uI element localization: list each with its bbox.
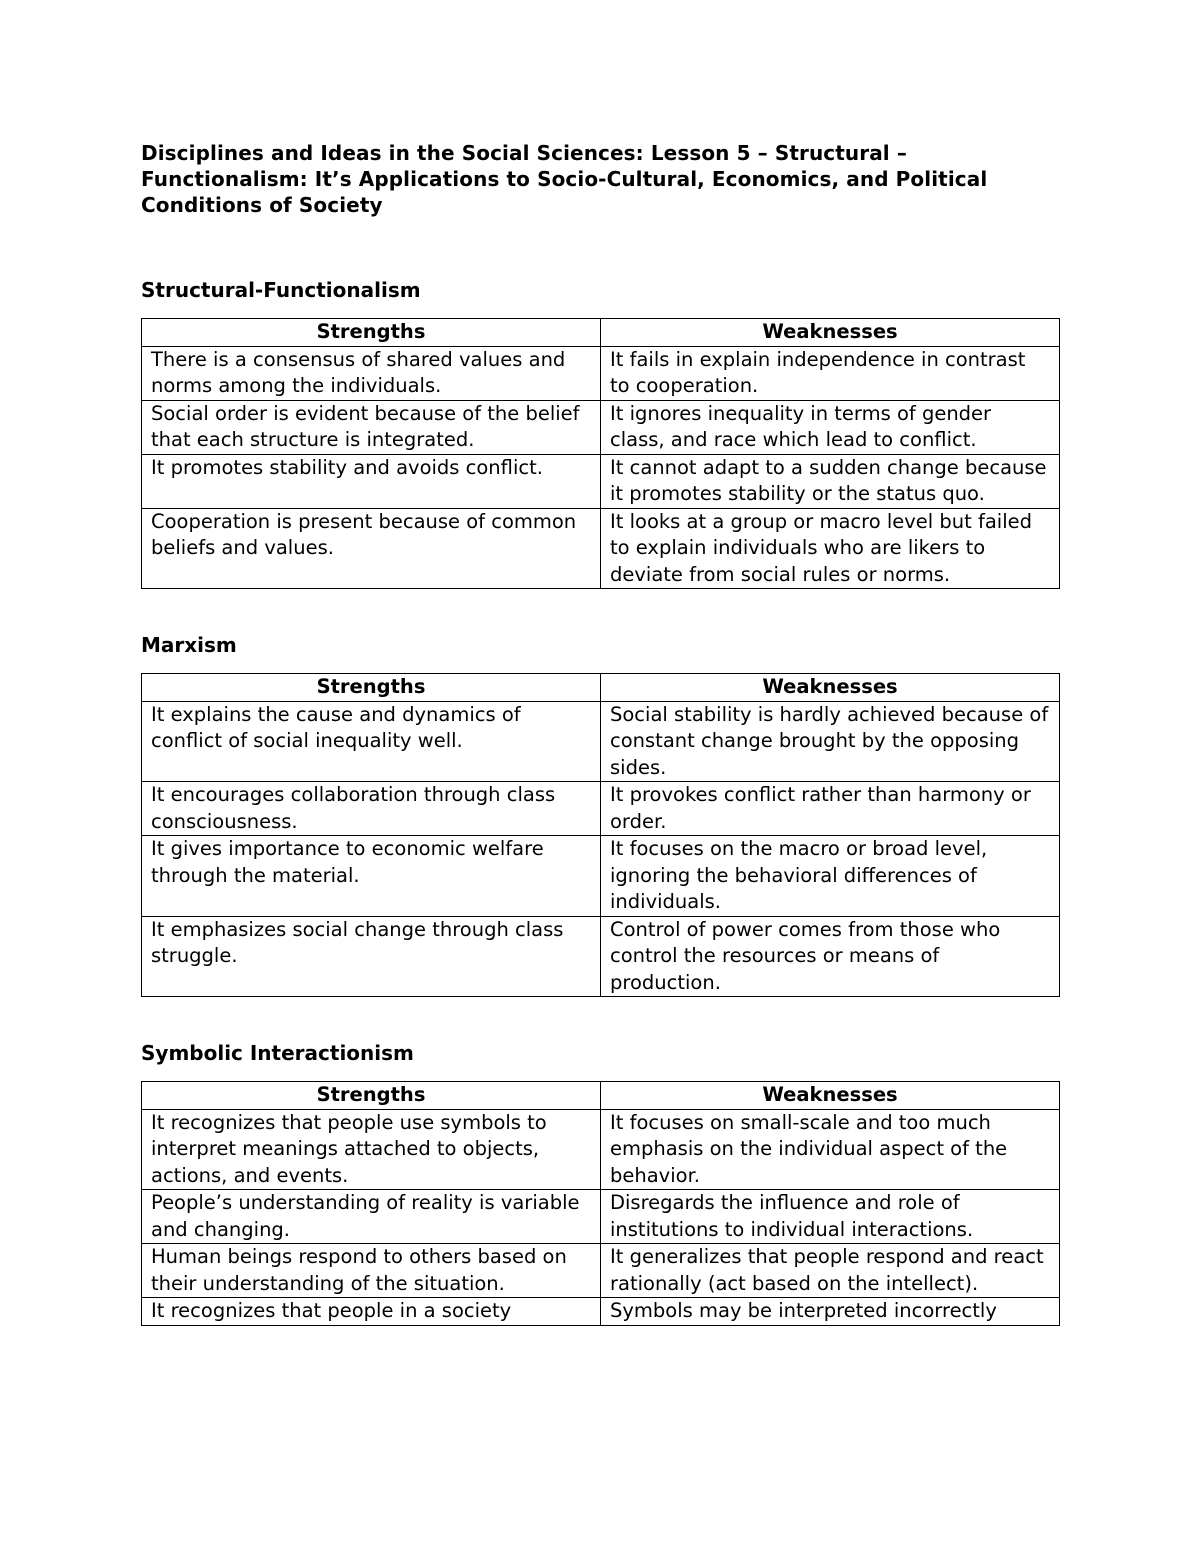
- column-header-strengths: Strengths: [142, 1082, 601, 1110]
- weakness-cell: It cannot adapt to a sudden change because it promotes stability or the status quo.: [601, 454, 1060, 508]
- weakness-cell: It looks at a group or macro level but failed to explain individuals who are likers to deviate from social rules or norms.: [601, 508, 1060, 589]
- table-header-row: [142, 319, 1060, 347]
- document-title: Disciplines and Ideas in the Social Sciences: Lesson 5 – Structural – Functionalism: It’s Applications to Socio-Cultural, Economics, and Political Conditions of Society: [141, 141, 988, 217]
- table-row: [142, 508, 1060, 589]
- weakness-cell: It fails in explain independence in contrast to cooperation.: [601, 346, 1060, 400]
- table-row: [142, 1298, 1060, 1326]
- column-header-strengths: Strengths: [142, 674, 601, 702]
- weakness-cell: It focuses on the macro or broad level, ignoring the behavioral differences of individuals.: [601, 836, 1060, 917]
- table-row: [142, 346, 1060, 400]
- section-heading: Structural-Functionalism: [141, 278, 421, 302]
- table-row: [142, 836, 1060, 917]
- table-row: [142, 1190, 1060, 1244]
- section-symbolic-interactionism: [141, 1040, 1059, 1326]
- table-header-row: [142, 1082, 1060, 1110]
- strength-cell: It explains the cause and dynamics of conflict of social inequality well.: [142, 701, 601, 782]
- strength-cell: It gives importance to economic welfare through the material.: [142, 836, 601, 917]
- weakness-cell: Social stability is hardly achieved because of constant change brought by the opposing sides.: [601, 701, 1060, 782]
- strengths-weaknesses-table: [141, 673, 1060, 997]
- strength-cell: It recognizes that people use symbols to interpret meanings attached to objects, actions, and events.: [142, 1109, 601, 1190]
- weakness-cell: It provokes conflict rather than harmony or order.: [601, 782, 1060, 836]
- weakness-cell: Disregards the influence and role of institutions to individual interactions.: [601, 1190, 1060, 1244]
- document-page: [141, 140, 1059, 1326]
- column-header-strengths: Strengths: [142, 319, 601, 347]
- strength-cell: It promotes stability and avoids conflict.: [142, 454, 601, 508]
- strength-cell: It encourages collaboration through class consciousness.: [142, 782, 601, 836]
- column-header-weaknesses: Weaknesses: [601, 319, 1060, 347]
- table-row: [142, 1244, 1060, 1298]
- section-marxism: [141, 632, 1059, 997]
- section-structural-functionalism: [141, 277, 1059, 589]
- section-heading: Symbolic Interactionism: [141, 1041, 414, 1065]
- strength-cell: Cooperation is present because of common beliefs and values.: [142, 508, 601, 589]
- table-row: [142, 400, 1060, 454]
- strength-cell: Human beings respond to others based on their understanding of the situation.: [142, 1244, 601, 1298]
- strengths-weaknesses-table: [141, 1081, 1060, 1326]
- weakness-cell: Symbols may be interpreted incorrectly: [601, 1298, 1060, 1326]
- table-row: [142, 701, 1060, 782]
- table-header-row: [142, 674, 1060, 702]
- table-row: [142, 916, 1060, 997]
- strength-cell: There is a consensus of shared values and norms among the individuals.: [142, 346, 601, 400]
- column-header-weaknesses: Weaknesses: [601, 1082, 1060, 1110]
- table-row: [142, 1109, 1060, 1190]
- strength-cell: People’s understanding of reality is variable and changing.: [142, 1190, 601, 1244]
- strengths-weaknesses-table: [141, 318, 1060, 589]
- weakness-cell: Control of power comes from those who control the resources or means of production.: [601, 916, 1060, 997]
- weakness-cell: It ignores inequality in terms of gender class, and race which lead to conflict.: [601, 400, 1060, 454]
- strength-cell: It emphasizes social change through class struggle.: [142, 916, 601, 997]
- strength-cell: Social order is evident because of the belief that each structure is integrated.: [142, 400, 601, 454]
- table-row: [142, 782, 1060, 836]
- section-heading: Marxism: [141, 633, 237, 657]
- weakness-cell: It generalizes that people respond and react rationally (act based on the intellect).: [601, 1244, 1060, 1298]
- weakness-cell: It focuses on small-scale and too much emphasis on the individual aspect of the behavior.: [601, 1109, 1060, 1190]
- column-header-weaknesses: Weaknesses: [601, 674, 1060, 702]
- strength-cell: It recognizes that people in a society: [142, 1298, 601, 1326]
- table-row: [142, 454, 1060, 508]
